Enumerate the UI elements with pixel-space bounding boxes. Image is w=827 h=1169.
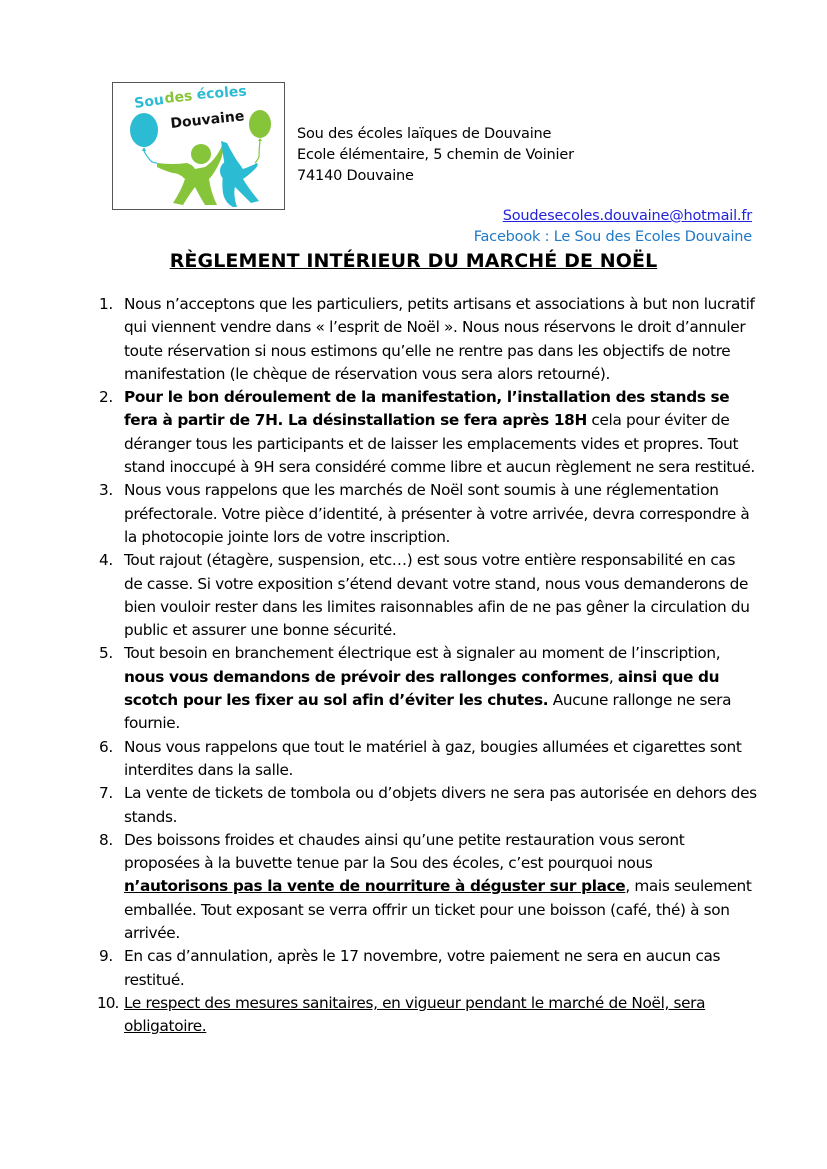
- rule-text: Nous vous rappelons que tout le matériel à gaz, bougies allumées et cigarettes sont interdites dans la salle.: [124, 737, 742, 779]
- rule-number: 4.: [99, 551, 113, 570]
- logo-text-ecoles: écoles: [196, 83, 248, 103]
- green-balloon-icon: [249, 110, 271, 163]
- rule-text: ainsi que du scotch pour les fixer au sol afin d’éviter les chutes.: [124, 667, 720, 710]
- rule-item: [97, 549, 757, 642]
- rule-item: [97, 945, 757, 992]
- rule-number: 2.: [99, 388, 113, 407]
- rule-number: 7.: [99, 784, 113, 803]
- rule-text: cela pour éviter de déranger tous les participants et de laisser les emplacements vides et propres. Tout stand inoccupé à 9H sera considéré comme libre et aucun règlement ne sera restitué.: [124, 411, 755, 477]
- rule-text: Nous vous rappelons que les marchés de Noël sont soumis à une réglementation préfectorale. Votre pièce d’identité, à présenter à votre arrivée, devra correspondre à la photocopie jointe lors de votre inscription.: [124, 481, 750, 546]
- rule-item: [97, 782, 757, 829]
- rule-text: n’autorisons pas la vente de nourriture à déguster sur place: [124, 877, 626, 896]
- blue-balloon-icon: [130, 113, 158, 163]
- rule-number: 10.: [97, 993, 119, 1012]
- rule-item: [97, 293, 757, 386]
- rule-item: [97, 736, 757, 783]
- rule-text: Aucune rallonge ne sera fournie.: [124, 691, 732, 733]
- blue-child-icon: [220, 141, 259, 207]
- rule-text: Nous n’acceptons que les particuliers, petits artisans et associations à but non lucratif qui viennent vendre dans « l’esprit de Noël ». Nous nous réservons le droit d’annuler toute réservation si nous estimons qu’elle ne rentre pas dans les objectifs de notre manifestation (le chèque de réservation vous sera alors retourné).: [124, 295, 755, 383]
- rule-number: 5.: [99, 644, 113, 663]
- logo-graphic: [113, 83, 284, 209]
- rules-list: [97, 293, 757, 1039]
- rule-item: [97, 479, 757, 549]
- page-title: RÈGLEMENT INTÉRIEUR DU MARCHÉ DE NOËL: [169, 250, 658, 272]
- address-street: Ecole élémentaire, 5 chemin de Voinier: [297, 147, 574, 163]
- rule-text: ,: [608, 667, 618, 686]
- address-block: [297, 124, 574, 187]
- rule-text: Tout besoin en branchement électrique est à signaler au moment de l’inscription,: [124, 644, 721, 663]
- rule-number: 9.: [99, 947, 113, 966]
- facebook-text: Facebook : Le Sou des Ecoles Douvaine: [473, 229, 752, 245]
- rule-text: , mais seulement emballée. Tout exposant se verra offrir un ticket pour une boisson (café, thé) à son arrivée.: [124, 877, 752, 943]
- rule-number: 6.: [99, 737, 113, 756]
- rule-text: Le respect des mesures sanitaires, en vigueur pendant le marché de Noël, sera obligatoire.: [124, 993, 706, 1036]
- rule-number: 1.: [99, 295, 113, 313]
- rule-text: nous vous demandons de prévoir des rallonges conformes: [124, 667, 609, 686]
- rule-text: En cas d’annulation, après le 17 novembre, votre paiement ne sera en aucun cas restitué.: [124, 947, 721, 989]
- rule-number: 8.: [99, 830, 113, 849]
- rule-text: Tout rajout (étagère, suspension, etc…) est sous votre entière responsabilité en cas de casse. Si votre exposition s’étend devant votre stand, nous vous demanderons de bien vouloir rester dans les limites raisonnables afin de ne pas gêner la circulation du public et assurer une bonne sécurité.: [124, 551, 750, 640]
- contact-block: [474, 206, 752, 248]
- logo-text-douvaine: Douvaine: [169, 108, 246, 132]
- rule-text: Des boissons froides et chaudes ainsi qu’une petite restauration vous seront proposées à la buvette tenue par la Sou des écoles, c’est pourquoi nous: [124, 830, 685, 873]
- address-organization: Sou des écoles laïques de Douvaine: [297, 126, 552, 142]
- address-city: 74140 Douvaine: [297, 168, 414, 184]
- rule-item: [97, 386, 757, 479]
- rule-number: 3.: [99, 481, 113, 500]
- rule-item: [97, 642, 757, 735]
- rule-text: Pour le bon déroulement de la manifestation, l’installation des stands se fera à partir de 7H. La désinstallation se fera après 18H: [124, 388, 730, 430]
- logo-text-des: des: [163, 88, 194, 107]
- logo: [112, 82, 285, 210]
- logo-text-sou: Sou: [133, 91, 165, 112]
- email-link[interactable]: Soudesecoles.douvaine@hotmail.fr: [502, 208, 752, 224]
- rule-text: La vente de tickets de tombola ou d’objets divers ne sera pas autorisée en dehors des stands.: [124, 784, 757, 826]
- green-child-icon: [157, 143, 224, 205]
- rule-item: [97, 829, 757, 945]
- rule-item: [97, 992, 757, 1039]
